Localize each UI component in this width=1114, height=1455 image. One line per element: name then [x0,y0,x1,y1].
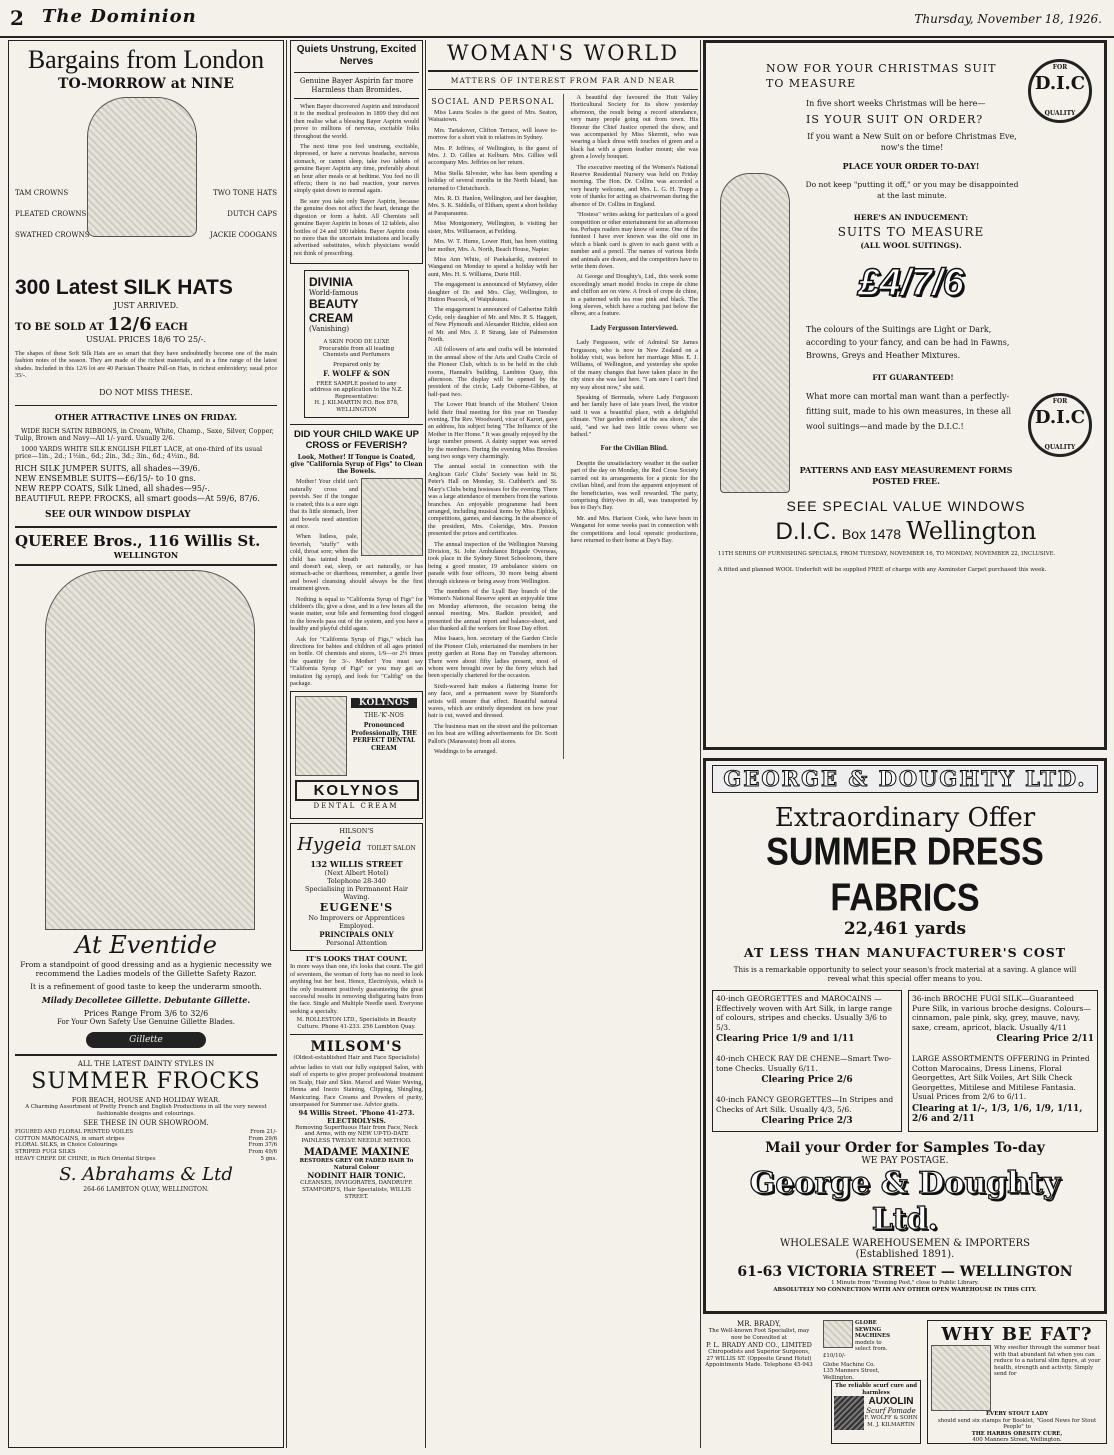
gd-offer-price: Clearing Price 1/9 and 1/11 [716,1034,855,1044]
hygeia-owner: HILSON'S [339,827,374,836]
gillette-body: From a standpoint of good dressing and as a hygienic necessity we recommend the Ladies models of the Gillette Safety Razor. [20,960,272,978]
dic-logo-text: D.I.C [1034,73,1086,94]
aspirin-sub: Genuine Bayer Aspirin far more Harmless than Bromides. [299,77,414,94]
dic-wool: (ALL WOOL SUITINGS). [860,241,962,250]
dic-logo-top [1028,59,1092,123]
ww-para: Mr. and Mrs. Harison Cook, who have been in Wanganui for some weeks past in connection with the competitions and local operatic productions, have returned to their home at Day's Bay. [570,514,698,544]
frock-name: FIGURED AND FLORAL PRINTED VOILES [15,1129,134,1136]
gillette-refine: It is a refinement of good taste to keep the underarm smooth. [30,982,262,991]
dic-logo-text: D.I.C [1034,407,1086,428]
column-rule [425,40,426,1448]
dic-more: What more can mortal man want than a perfectly-fitting suit, made to his own measures, in these all wool suitings—and made by the D.I.C.! [806,392,1012,431]
kolynos-label: KOLYNOS [351,698,417,708]
dic-note2: A fitted and planned WOOL Underfelt will be supplied FREE of charge with any Axminster Carpet purchased this week. [718,567,1047,573]
gd-minute: 1 Minute from "Evening Post," close to Public Library. [831,1280,979,1286]
queree-city: WELLINGTON [113,550,179,560]
queree-name: QUEREE Bros., 116 Willis St. [15,532,261,550]
womans-world-title: WOMAN'S WORLD [446,41,680,65]
ww-para: The annual inspection of the Wellington Nursing Division, St. John Ambulance Brigade Overseas, took place in the Sydney Street Schoolroom, there being a good muster, 19 ambulance sisters on parade with four officers, 30 more being absent through sickness or being away from Wellington. [428,540,558,585]
gd-summer: SUMMER DRESS FABRICS [766,830,1044,920]
kolynos-advert [290,691,423,819]
small-adverts-row [703,1320,1107,1444]
kolynos-man-illustration [295,696,347,776]
silk-price: 12/6 [107,314,152,335]
gd-whole: WHOLESALE WAREHOUSEMEN & IMPORTERS [779,1238,1031,1249]
aspirin-para: When Bayer discovered Aspirin and introduced it to the medical profession in 1899 they did not then realise what a blessing Bayer Aspirin would prove to millions of nervous, excitable folks throughout the world. [294,103,419,140]
silk-arrived: JUST ARRIVED. [113,301,179,310]
hat-list-left [15,189,90,240]
ww-col1-body [428,109,557,756]
dic-suits: SUITS TO MEASURE [837,225,985,239]
child-para: When listless, pale, feverish, "stuffy" with cold, throat sore; when the child has tainted breath and doesn't eat, sleep, or act naturally, or has stomach-ache or diarrhoea, remember, a gentle liver and bowel cleansing should always be the first treatment given. [290,533,423,593]
silk-body: The shapes of these Soft Silk Hats are so smart that they have undoubtedly become one of the main fashion notes of the season. They are made of the richest materials, and in a fine range of the latest shades. Included in this 12/6 lot are 40 Parisian Theatre Pull-on Hats, in richest embroidery; usual price 35/-. [15,350,277,380]
page-number: 2 [10,6,24,30]
ww-para: Mrs. W. T. Hume, Lower Hutt, has been visiting her mother, Mrs. A. North, Beach House, Napier. [428,238,558,253]
dic-name: D.I.C. [775,518,837,545]
dic-logo-bottom [1028,393,1092,457]
auxolin-top: The reliable scurf cure and harmless [834,1383,918,1396]
hat-item: PLEATED CROWNS [15,210,87,218]
dic-note: 11TH SERIES OF FURNISHING SPECIALS, FROM TUESDAY, NOVEMBER 16, TO MONDAY, NOVEMBER 22, INCLUSIVE. [718,551,1056,557]
issue-date: Thursday, November 18, 1926. [914,12,1102,26]
ww-para: Miss Stella Silvester, who has been spending a holiday of several months in the North Island, has returned to Christchurch. [428,169,558,192]
child-article [290,478,423,687]
ww-para: Miss Montgomery, Wellington, is visiting her sister, Mrs. Williamson, at Feilding. [428,220,558,235]
ww-para: Lady Fergusson, wife of Admiral Sir James Fergusson, who is now in New Zealand on a holiday visit, was before her marriage Miss E. J. Williams, of Wellington, and yesterday she spoke of the many changes that have taken place in the city since she was last here. "I am sure I can't find my way about now," she said. [570,339,698,391]
globe-name: Globe Machine Co. [823,1361,875,1368]
fat-title: WHY BE FAT? [941,1324,1093,1345]
milsom-electro: ELECTROLYSIS. [327,1116,386,1125]
gd-extra: Extraordinary Offer [774,803,1036,833]
ww-para: Mrs. R. D. Hanlon, Wellington, and her daughter, Mrs. S. K. Siddells, of Eltham, spent a short holiday at Paraparaumu. [428,195,558,217]
divinia-sub: World-famous [309,289,359,298]
milsom-sub: (Oldest-established Hair and Face Specialists) [293,1055,420,1062]
womans-world-sub: MATTERS OF INTEREST FROM FAR AND NEAR [450,76,676,85]
frock-item [15,1142,277,1149]
gd-offer-price: Clearing Price 2/3 [761,1116,853,1126]
hygeia-no: No Improvers or Apprentices Employed. [308,914,405,931]
silk-hats-title: 300 Latest SILK HATS [15,276,233,299]
aspirin-body [294,103,419,257]
divinia-free: FREE SAMPLE posted to any address on application to the N.Z. Representative: [310,380,403,400]
frocks-for: FOR BEACH, HOUSE AND HOLIDAY WEAR. [71,1096,221,1104]
dic-heres: HERE'S AN INDUCEMENT: [853,213,969,222]
hygeia-spec: Specialising in Permanent Hair Waving. [304,885,409,902]
ww-para: Sixth-waved hair makes a flattering frame for any face, and a permanent wave by Stamford's artists will ensure that effect. Beautiful natural waves, which are entirely dependent on how your hair is cut, waved and dressed. [428,682,558,720]
gd-postage: WE PAY POSTAGE. [861,1156,949,1166]
social-personal-heading: SOCIAL AND PERSONAL [431,97,555,106]
dic-ready: IS YOUR SUIT ON ORDER? [806,113,984,126]
bargains-title: Bargains from London [27,45,265,74]
maxine-line1: RESTORES GREY OR FADED HAIR To Natural Colour [299,1158,414,1171]
divinia-advert [304,270,409,418]
dic-fit: FIT GUARANTEED! [872,373,954,382]
ww-para: Weddings to be arranged. [434,748,498,756]
ww-para: The engagement is announced of Catherine Edith Cyde, only daughter of Mr. and Mrs. P. S. Haggett, of New Plymouth and Alexander Ritchie, eldest son of Mr. and Mrs. J. P. Strang, late of Palmerston North. [428,306,558,343]
kolynos-desc: Pronounced Professionally, THE PERFECT DENTAL CREAM [351,722,417,752]
ww-subhead: For the Civilian Blind. [600,444,668,453]
gd-offer-text: LARGE ASSORTMENTS OFFERING in Printed Cotton Marocains, Dress Linens, Floral Georgettes, Art Silk Voiles, Art Silk Check Georgettes, Mitilese and Mitilese Fantasia. Usual Prices from 2/6 to 6/11. [912,1054,1090,1101]
fat-lady-illustration [931,1345,991,1411]
silk-each: EACH [155,322,188,333]
line-item: RICH SILK JUMPER SUITS, all shades—39/6. [15,464,201,473]
frocks-title: SUMMER FROCKS [31,1069,261,1094]
looks-sign: M. ROLLESTON LTD., Specialists in Beauty Culture. Phone 41-233. 256 Lambton Quay. [296,1017,417,1030]
newspaper-name: The Dominion [42,6,197,27]
frocks-address: 264-66 LAMBTON QUAY, WELLINGTON. [83,1186,209,1194]
gd-offers [712,990,1098,1132]
maxine-line2: NODINIT HAIR TONIC. [307,1171,406,1181]
gd-offer-text: 40-inch GEORGETTES and MAROCAINS — Effectively woven with Art Silk, in large range of colours, stripes and checks. Usually 3/6 to 5/3. [716,994,892,1032]
kolynos-pron: THE-'K'-NOS [364,712,404,720]
hygeia-next: (Next Albert Hotel) [324,869,389,878]
aspirin-advert [290,40,423,264]
gillette-prices: Prices Range From 3/6 to 32/6 [83,1009,209,1018]
hygeia-attn: Personal Attention [325,939,388,948]
child-para: Mother! Your child isn't naturally cross and peevish. See if the tongue is coated; this is a sure sign that its little stomach, liver and bowels need attention at once. [290,478,358,530]
gd-offer-price: Clearing Price 2/6 [761,1075,853,1085]
ww-para: Miss Ann White, of Paekakariki, motored to Wanganui on Monday to spend a holiday with her aunt, Mrs. H. S. Williams, Durie Hill. [428,255,558,278]
mother-child-illustration [361,478,423,556]
dic-colours: The colours of the Suitings are Light or Dark, according to your fancy, and can be had in Fawns, Browns, Greys and Heather Mixtures. [806,325,1010,360]
ww-para: The annual social in connection with the Anglican Girls' Clubs' Society was held in St. Peter's Hall on Monday, St. Cuthbert's and St. Mary's Clubs being hostesses for the evening. There was a large attendance of members from the various branches. An enjoyable programme had been arranged, including musical items by Miss Elphick, competitions, games, and dancing. In the absence of the president, Mrs. Coleridge, Mrs. Preston presented the prizes and certificates. [428,463,558,538]
dancing-couple-illustration [45,570,255,930]
milsom-name: MILSOM'S [310,1039,403,1056]
gd-offers-right [908,990,1098,1132]
brady-body: The Well-known Foot Specialist, may now be Consulted at [708,1328,810,1341]
ww-para: Despite the unsatisfactory weather in the earlier part of the day on Monday, the Red Cross Society carried out its arrangements for a picnic for the civilian blind, and from the apparent enjoyment of the beneficiaries, was well rewarded. The party, comprising thirty-two in all, was transported by bus to Day's Bay. [570,459,698,512]
ww-column-rule [563,94,564,759]
dic-logo-quality: QUALITY [1044,444,1076,451]
bargains-subtitle: TO-MORROW at NINE [58,76,234,92]
hygeia-script: Hygeia [297,834,362,856]
womans-world-columns [428,94,698,759]
hygeia-suffix: TOILET SALON [367,845,416,853]
frock-item [15,1136,277,1143]
fat-every: EVERY STOUT LADY [985,1411,1049,1417]
dic-name-line [716,517,1096,546]
hat-lady-illustration [87,97,197,237]
child-para: Nothing is equal to "California Syrup of Figs" for children's ills; give a dose, and in a few hours all the waste matter, sour bile and fermenting food clogged in the bowels pass out of the system, and you have a healthy and playful child again. [290,595,423,633]
ww-para: Miss Laura Scales is the guest of Mrs. Seaton, Waiuatown. [428,109,558,124]
dic-price: £4/7/6 [858,262,964,304]
fat-body: Why swelter through the summer heat with that abundant fat when you can reduce to a natural slim figure, at your health, strength and activity. Simply send for [994,1345,1101,1378]
gd-less: AT LESS THAN MANUFACTURER'S COST [743,945,1067,960]
hygeia-eugene: EUGENE'S [319,901,394,915]
frock-price: From 21/- [250,1129,277,1136]
ww-para: The engagement is announced of Myfanwy, elder daughter of Dr. and Mrs. Clay, Wellington, to Hutton Peacock, of Waipukurau. [428,281,558,303]
hat-list-right [210,189,277,240]
gd-yards: 22,461 yards [843,919,967,939]
line-item: 1000 YARDS WHITE SILK ENGLISH FILET LACE, at one-third of its usual price—1in., 2d.; 1½in., 6d.; 2in., 3d.; 3in., 6d.; 4½in., 8d. [15,444,263,461]
gillette-models: Milady Decolletee Gillette. Debutante Gillette. [41,995,251,1005]
divinia-beauty: BEAUTY CREAM [309,297,359,326]
gd-addr: 61-63 VICTORIA STREET — WELLINGTON [737,1264,1073,1280]
hat-illustration-area [15,97,277,267]
brady-sub: Chiropodists and Superior Surgeons, [708,1349,810,1356]
silk-usual: USUAL PRICES 18/6 TO 25/-. [86,335,206,344]
auxolin-rep: M. J. KILMARTIN [867,1421,915,1428]
gd-offers-left [712,990,902,1132]
window-display: SEE OUR WINDOW DISPLAY [45,510,191,520]
dic-logo-quality: QUALITY [1044,110,1076,117]
hygeia-tel: Telephone 28-340 [327,877,386,886]
ww-para: The members of the Lyall Bay branch of the Women's National Reserve spent an enjoyable time on Monday afternoon, the occasion being the annual meeting. Mrs. Radkin presided, and presented the annual report and balance-sheet, and also thanked all the workers for Rose Day effort. [428,587,558,632]
dic-advert [703,40,1107,750]
globe-advert [823,1320,899,1381]
frock-price: 5 gns. [260,1155,277,1162]
divinia-prepared: Prepared only by [333,361,380,368]
column-rule [286,40,287,1448]
frock-price: From 49/6 [248,1148,277,1155]
hat-item: SWATHED CROWNS [15,231,90,239]
aspirin-title: Quiets Unstrung, Excited Nerves [296,44,417,67]
looks-title: IT'S LOOKS THAT COUNT. [305,955,408,964]
frocks-price-list [15,1129,277,1162]
frock-item [15,1149,277,1156]
column-rule [700,40,701,1448]
gd-offer-price: Clearing at 1/-, 1/3, 1/6, 1/9, 1/11, 2/6 and 2/11 [912,1103,1083,1124]
gd-mail: Mail your Order for Samples To-day [765,1140,1045,1156]
ww-para: Speaking of Bermuda, where Lady Fergusson and her family have of late years lived, the visitor said it was a beautiful place, with a delightful climate. "Our garden ended at the sea shore," she said, "and we had two little coves where we bathed." [570,394,698,439]
dic-place: PLACE YOUR ORDER TO-DAY! [842,161,980,171]
silk-miss: DO NOT MISS THESE. [99,387,193,397]
hat-item: JACKIE COOGANS [210,231,277,239]
hat-item: DUTCH CAPS [227,210,277,218]
gillette-logo: Gillette [86,1032,206,1048]
globe-title: GLOBE SEWING MACHINES [855,1320,890,1340]
hat-item: TWO TONE HATS [213,189,277,197]
ww-para: "Hostess" writes asking for particulars of a good competition or other entertainment for an afternoon tea. Perhaps readers may know of some. One of the funniest I have ever known was the old one in which a blank card is given to each guest with a number and a pencil. The names of various birds and animals are drawn, and the competitors have to write them down. [570,211,698,270]
frock-name: FLORAL SILKS, in Choice Colourings [15,1142,118,1149]
ww-para: All followers of arts and crafts will be interested in the annual show of the Arts and Crafts Circle of the Pioneer Club, which is to be held in the club rooms, Hannah's building, Lambton Quay, this afternoon. The display will be opened by the president of the circle, Lady Osborne-Gibbes, at half-past two. [428,346,558,398]
auxolin-advert [831,1380,921,1444]
milsom-body: advise ladies to visit our fully equipped Salon, with staff of experts to give proper professional treatment on Scalp, Hair and Skin. Marcel and Water Waving, Henna and Inecto Staining, Clipping, Shingling, Manicuring. Face Creams and Powders of purity, unsurpassed for Summer use. Advice gratis. [290,1064,423,1109]
dic-see: SEE SPECIAL VALUE WINDOWS [786,498,1026,514]
maxine-line3: CLEANSES, INVIGORATES, DANDRUFF. [300,1180,413,1187]
gd-big: George & Doughty Ltd. [749,1166,1061,1237]
column-4 [703,40,1107,1448]
gillette-title: At Eventide [75,931,217,959]
ww-para: The business man on the street and the policeman on his beat are willing advertisements for Dr. Scott Pallot's (Manawatu) from all stores. [428,722,558,745]
hygeia-principals: PRINCIPALS ONLY [319,930,394,940]
auxolin-jar [834,1396,864,1430]
suit-man-illustration [720,173,790,493]
aspirin-para: Be sure you take only Bayer Aspirin, because the genuine does not affect the heart, derange the digestion or form a habit. All Chemists sell genuine Bayer Aspirin in boxes of 12 tablets, also bottles of 24 and 100 tablets. Bayer Aspirin costs no more than the uncertain imitations and locally advertised substitutes, which physicians would not think of prescribing. [294,197,419,257]
dic-logo-for: FOR [1052,398,1068,405]
ww-para: The executive meeting of the Women's National Reserve Residential Nursery was held on Friday morning. The Hon. Dr. Collins was accorded a very hearty welcome, and Mrs. L. G. H. Trapp a vote of thanks for acting as chairwoman during the absence of Dr. Collins in England. [570,163,698,208]
bargains-advert [8,40,284,1448]
aspirin-para: The next time you feel unstrung, excitable, depressed, or have a nervous headache, nervous stomach, or cannot sleep, take two tablets of genuine Bayer Aspirin any time, preferably about an hour after meals or at bedtime. You feel no ill effects; there is no bad reaction, your nerves simply quiet down to normal again. [294,143,419,195]
column-2 [290,40,423,1448]
sewing-machine-illustration [823,1320,853,1348]
frock-name: COTTON MAROCAINS, in smart stripes [15,1135,125,1142]
dic-five: In five short weeks Christmas will be here— [806,99,986,108]
child-title: DID YOUR CHILD WAKE UP CROSS or FEVERISH? [294,429,419,452]
divinia-desc: A SKIN FOOD DE LUXE Procurable from all leading Chemists and Perfumers [318,339,395,359]
frock-item [15,1156,277,1163]
ww-para: At George and Doughty's, Ltd., this week some exceedingly smart model frocks in crepe de chine and chiffon are on view. A frock of crepe de chine, in a patterned with tea rose pink and black. The long sleeves, which have a ruching just below the elbow, are a feature. [570,273,698,318]
frock-name: HEAVY CREPE DE CHINE, in Rich Oriental Stripes [15,1155,156,1162]
frocks-shop: S. Abrahams & Ltd [59,1164,233,1186]
line-item: NEW ENSEMBLE SUITS—£6/15/- to 10 gns. [15,474,196,483]
maxine-name: MADAME MAXINE [303,1147,410,1159]
kolynos-brand: KOLYNOS [295,780,419,801]
gd-est: (Established 1891). [855,1249,955,1260]
fat-should: should send six stamps for Booklet, "Good News for Stout People" to [937,1417,1097,1431]
frock-item [15,1129,277,1136]
gd-abs: ABSOLUTELY NO CONNECTION WITH ANY OTHER OPEN WAREHOUSE IN THIS CITY. [773,1286,1037,1293]
dic-want: If you want a New Suit on or before Christmas Eve, now's the time! [807,132,1017,152]
auxolin-maker: F. WOLFF & SOHN [864,1415,918,1422]
ww-subhead: Lady Fergusson Interviewed. [590,323,678,332]
dic-city: Wellington [906,517,1037,545]
milsom-address: 94 Willis Street. 'Phone 41-273. [298,1108,415,1117]
ww-para: A beautiful day favoured the Hutt Valley Horticultural Society for its show yesterday afternoon, the result being a record attendance, very many people going out from town. His Honour the Chief Justice opened the show, and was accompanied by Miss Skerrett, who was wearing a black dress with touches of green and a black hat with a green feather mount; she was given a lovely bouquet. [570,94,698,161]
other-lines-heading: OTHER ATTRACTIVE LINES ON FRIDAY. [54,411,238,422]
ww-column-2 [570,94,698,759]
frock-name: STRIPED FUGI SILKS [15,1148,76,1155]
hygeia-name [294,835,419,859]
fat-name: THE HARRIS OBESITY CURE, [971,1430,1063,1437]
hygeia-address: 132 WILLIS STREET [310,859,403,870]
fat-advert [927,1320,1107,1444]
dic-box: Box 1478 [841,526,902,542]
ww-para: Miss Isaacs, hon. secretary of the Garden Circle of the Pioneer Club, entertained the members in her pretty garden at Rona Bay on Tuesday afternoon. There were about fifty ladies present, most of whom were brought over by the ferry which had been specially chartered for the occasion. [428,635,558,680]
masthead [0,0,1114,38]
ww-para: The Lower Hutt branch of the Mothers' Union held their final meeting for this year on Tuesday evening. The Rev. Woodward, vicar of Karori, gave an address, his subject being "The Influence of the Mother in Her Home." It was greatly enjoyed by the large number present. A dainty supper was served by the members. During the evening Miss Brookes sang two songs very charmingly. [428,401,558,461]
looks-body: In more ways than one, it's looks that count. The girl of seventeen, the woman of forty has no need to look anything but her best. Hence, Electrolysis, which is the only treatment positively guaranteeing the great successful results in removing disfiguring hairs from the face. Single and Multiple Needle used. Everyone seeking a specialty. [290,963,423,1015]
gd-offer-text: 36-inch BROCHE FUGI SILK—Guaranteed Pure Silk, in various broche designs. Colours—cinnamon, pale pink, sky, grey, mauve, navy, saxe, cream, apricot, black. Usually 4/11 [912,994,1091,1032]
column-1 [8,40,284,1448]
ww-col2-body [570,94,698,544]
gd-offer-price: Clearing Price 2/11 [996,1034,1094,1044]
maxine-line4: STAMFORD'S, Hair Specialists, WILLIS STREET. [302,1187,411,1200]
line-item: NEW REPP COATS, Silk Lined, all shades—95/-. [15,484,210,493]
gillette-ask: For Your Own Safety Use Genuine Gillette Blades. [57,1018,235,1026]
frock-price: From 29/6 [248,1135,277,1142]
hat-item: TAM CROWNS [15,189,69,197]
frocks-see: SEE THESE IN OUR SHOWROOM. [83,1119,209,1128]
brady-firm: P. L. BRADY AND CO., LIMITED [706,1341,812,1350]
divinia-name: DIVINIA [309,275,354,290]
child-sub: Look, Mother! If Tongue is Coated, give "California Syrup of Figs" to Clean the Bowels. [290,454,423,476]
gd-offer-text: 40-inch FANCY GEORGETTES—In Stripes and Checks of Art Silk. Usually 4/3, 5/6. [716,1095,894,1114]
brady-addr: 27 WILLIS ST. (Opposite Grand Hotel) Appointments Made. Telephone 45-943 [705,1355,813,1369]
ww-para: Mrs. P. Jeffries, of Wellington, is the guest of Mrs. J. D. Gillies at Kelburn. Mrs. Gillies will accompany Mrs. Jeffries on her return. [428,144,558,167]
divinia-vanishing: (Vanishing) [309,325,350,334]
silk-sold-line [15,314,277,335]
brady-advert [703,1320,815,1369]
dic-title: NOW FOR YOUR CHRISTMAS SUIT TO MEASURE [766,62,997,90]
ww-column-1 [428,94,557,759]
hygeia-advert [290,823,423,951]
gd-name: GEORGE & DOUGHTY LTD. [712,765,1098,793]
frock-price: From 37/6 [248,1142,277,1149]
dic-logo-for: FOR [1052,64,1068,71]
kolynos-dental: DENTAL CREAM [313,802,399,811]
child-para: Ask for "California Syrup of Figs," which has directions for babies and children of all ages printed on bottle. Of chemists and stores, 1/9—or 2½ times the quantity for 3/-. Mother! You must say "California Syrup of Figs" or you may get an imitation fig syrup), and look for "Califig" on the package. [290,635,423,688]
auxolin-brand: AUXOLIN [868,1396,914,1408]
frocks-desc: A Charming Assortment of Pretty French and English Productions in all the very newest fashionable designs and colourings. [25,1104,267,1117]
divinia-maker: F. WOLFF & SON [323,368,390,378]
globe-addr: 135 Manners Street, Wellington. [823,1368,880,1381]
dancing-couple-area [15,570,277,930]
milsom-remove: Removing Superfluous Hair from Face, Neck and Arms, with my NEW UP-TO-DATE PAINLESS TWELVE NEEDLE METHOD. [295,1124,418,1144]
brady-name: MR. BRADY, [737,1320,781,1328]
fat-addr: 400 Manners Street, Wellington. [972,1437,1062,1444]
george-doughty-advert [703,758,1107,1314]
frocks-top: ALL THE LATEST DAINTY STYLES IN [77,1060,215,1068]
silk-sold-text: TO BE SOLD AT [15,322,104,333]
divinia-rep: H. J. KILMARTIN P.O. Box 878, WELLINGTON [314,400,399,413]
dic-patterns: PATTERNS AND EASY MEASUREMENT FORMS POSTED FREE. [799,465,1013,486]
dic-dont: Do not keep "putting it off," or you may be disappointed at the last minute. [805,180,1019,200]
gd-desc: This is a remarkable opportunity to select your season's frock material at a saving. A glance will reveal what this special offer means to you. [733,966,1077,983]
gd-offer-text: 40-inch CHECK RAY DE CHENE—Smart Two-tone Checks. Usually 6/11. [716,1054,892,1073]
line-item: BEAUTIFUL REPP. FROCKS, all smart goods—At 59/6, 87/6. [15,494,260,503]
line-item: WIDE RICH SATIN RIBBONS, in Cream, White, Champ., Saxe, Silver, Copper, Tulip, Brown and Navy—All 1/- yard. Usually 2/6. [15,426,274,443]
globe-body: models to select from. £10/10/- [823,1339,888,1359]
auxolin-scurf: Scurf Pomade [866,1407,916,1416]
column-3 [428,40,698,1448]
ww-para: Mrs. Tartakover, Clifton Terrace, will leave to-morrow for a short visit to relatives in Sydney. [428,126,558,142]
other-lines-list [15,428,277,504]
